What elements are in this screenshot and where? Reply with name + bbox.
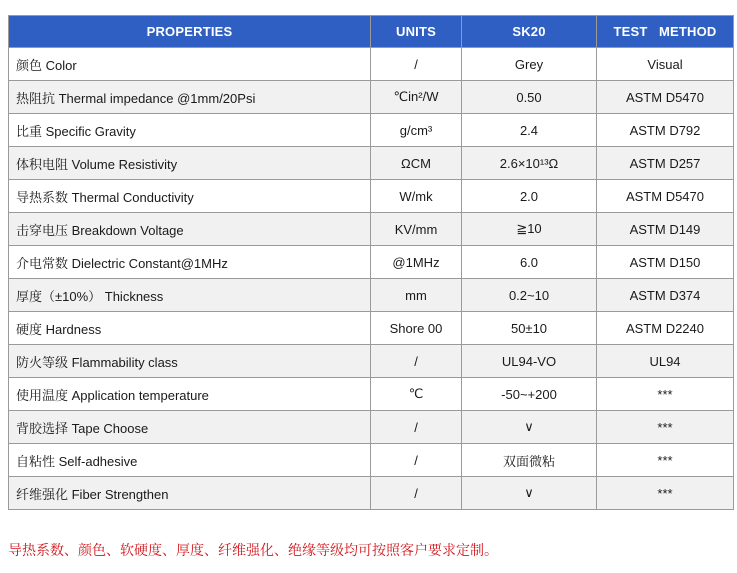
unit-cell: Shore 00 <box>371 312 462 345</box>
customization-note: 导热系数、颜色、软硬度、厚度、纤维强化、绝缘等级均可按照客户要求定制。 <box>8 543 498 559</box>
property-cell: 自粘性 Self-adhesive <box>9 444 371 477</box>
method-cell: ASTM D5470 <box>597 81 734 114</box>
header-sk20: SK20 <box>462 16 597 48</box>
unit-cell: ℃ <box>371 378 462 411</box>
unit-cell: W/mk <box>371 180 462 213</box>
table-row <box>9 411 734 444</box>
method-cell: ASTM D792 <box>597 114 734 147</box>
value-cell: 2.6×10¹³Ω <box>462 147 597 180</box>
table-row <box>9 48 734 81</box>
property-cell: 介电常数 Dielectric Constant@1MHz <box>9 246 371 279</box>
value-cell: 2.4 <box>462 114 597 147</box>
method-cell: *** <box>597 411 734 444</box>
unit-cell: ΩCM <box>371 147 462 180</box>
unit-cell: mm <box>371 279 462 312</box>
table-row <box>9 114 734 147</box>
table-row <box>9 378 734 411</box>
value-cell: UL94-VO <box>462 345 597 378</box>
method-cell: ASTM D374 <box>597 279 734 312</box>
method-cell: ASTM D149 <box>597 213 734 246</box>
value-cell: 50±10 <box>462 312 597 345</box>
method-cell: UL94 <box>597 345 734 378</box>
table-header-row <box>9 16 734 48</box>
value-cell: ≧10 <box>462 213 597 246</box>
property-cell: 导热系数 Thermal Conductivity <box>9 180 371 213</box>
property-cell: 厚度（±10%） Thickness <box>9 279 371 312</box>
property-cell: 防火等级 Flammability class <box>9 345 371 378</box>
method-cell: *** <box>597 378 734 411</box>
unit-cell: / <box>371 345 462 378</box>
value-cell: 双面微粘 <box>462 444 597 477</box>
method-cell: ASTM D150 <box>597 246 734 279</box>
method-cell: *** <box>597 444 734 477</box>
header-test-method: TEST METHOD <box>597 16 734 48</box>
value-cell: -50~+200 <box>462 378 597 411</box>
method-cell: *** <box>597 477 734 510</box>
unit-cell: g/cm³ <box>371 114 462 147</box>
unit-cell: KV/mm <box>371 213 462 246</box>
property-cell: 硬度 Hardness <box>9 312 371 345</box>
property-cell: 击穿电压 Breakdown Voltage <box>9 213 371 246</box>
header-properties: PROPERTIES <box>9 16 371 48</box>
method-cell: ASTM D5470 <box>597 180 734 213</box>
spec-table <box>8 15 734 510</box>
property-cell: 背胶选择 Tape Choose <box>9 411 371 444</box>
value-cell: 6.0 <box>462 246 597 279</box>
value-cell: 2.0 <box>462 180 597 213</box>
table-row <box>9 180 734 213</box>
table-row <box>9 81 734 114</box>
property-cell: 比重 Specific Gravity <box>9 114 371 147</box>
table-row <box>9 246 734 279</box>
value-cell: Grey <box>462 48 597 81</box>
value-cell: ∨ <box>462 477 597 510</box>
method-cell: ASTM D257 <box>597 147 734 180</box>
value-cell: 0.50 <box>462 81 597 114</box>
method-cell: ASTM D2240 <box>597 312 734 345</box>
table-row <box>9 312 734 345</box>
table-row <box>9 477 734 510</box>
unit-cell: @1MHz <box>371 246 462 279</box>
table-row <box>9 279 734 312</box>
table-row <box>9 444 734 477</box>
header-units: UNITS <box>371 16 462 48</box>
value-cell: ∨ <box>462 411 597 444</box>
property-cell: 纤维强化 Fiber Strengthen <box>9 477 371 510</box>
table-row <box>9 345 734 378</box>
table-row <box>9 213 734 246</box>
property-cell: 热阻抗 Thermal impedance @1mm/20Psi <box>9 81 371 114</box>
unit-cell: ℃in²/W <box>371 81 462 114</box>
unit-cell: / <box>371 48 462 81</box>
method-cell: Visual <box>597 48 734 81</box>
property-cell: 使用温度 Application temperature <box>9 378 371 411</box>
unit-cell: / <box>371 444 462 477</box>
table-row <box>9 147 734 180</box>
value-cell: 0.2~10 <box>462 279 597 312</box>
property-cell: 颜色 Color <box>9 48 371 81</box>
unit-cell: / <box>371 411 462 444</box>
property-cell: 体积电阻 Volume Resistivity <box>9 147 371 180</box>
unit-cell: / <box>371 477 462 510</box>
